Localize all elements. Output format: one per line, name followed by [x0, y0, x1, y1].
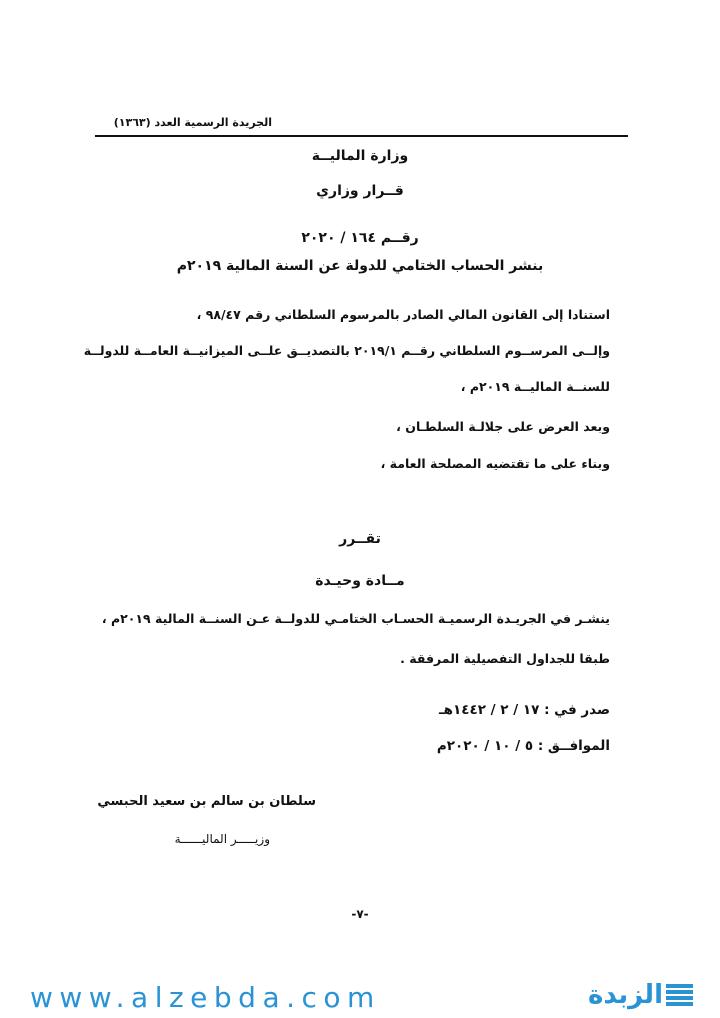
article-text-line: طبقا للجداول التفصيلية المرفقة .	[400, 651, 610, 666]
alzebda-logo	[588, 982, 693, 1008]
decision-number: رقــم ١٦٤ / ٢٠٢٠	[301, 230, 419, 246]
article-text-line: ينشـر في الجريـدة الرسميـة الحسـاب الختامـي للدولــة عـن السنــة المالية ٢٠١٩م ،	[101, 611, 610, 626]
preamble-line: للسنــة الماليــة ٢٠١٩م ،	[460, 379, 610, 394]
preamble-line: وبعد العرض على جلالـة السلطـان ،	[396, 419, 610, 434]
ministry-title: وزارة الماليــة	[311, 148, 409, 164]
logo-text: الزبدة	[588, 980, 663, 1010]
preamble-line: استنادا إلى القانون المالي الصادر بالمرسوم السلطاني رقم ٩٨/٤٧ ،	[196, 307, 610, 322]
decision-title: قــرار وزاري	[316, 183, 404, 199]
page-number: -٧-	[351, 907, 369, 921]
footer-url[interactable]: www.alzebda.com	[30, 981, 381, 1014]
header-rule	[95, 135, 628, 137]
issued-date: صدر في : ١٧ / ٢ / ١٤٤٢هـ	[439, 702, 610, 718]
decision-subject: بنشر الحساب الختامي للدولة عن السنة المالية ٢٠١٩م	[176, 258, 544, 274]
gazette-header: الجريدة الرسمية العدد (١٣٦٣)	[113, 116, 272, 129]
article-title: مــادة وحيـدة	[315, 573, 405, 589]
decides-heading: تقــرر	[339, 531, 381, 547]
logo-bars-icon	[666, 984, 693, 1006]
preamble-line: وإلــى المرســوم السلطاني رقــم ٢٠١٩/١ بالتصديــق علــى الميزانيــة العامــة للدولــة	[83, 343, 610, 358]
signatory-title: وزيـــــر الماليــــــة	[174, 832, 270, 846]
corresponding-date: الموافــق : ٥ / ١٠ / ٢٠٢٠م	[436, 738, 610, 754]
preamble-line: وبناء على ما تقتضيه المصلحة العامة ،	[380, 456, 610, 471]
signatory-name: سلطان بن سالم بن سعيد الحبسي	[97, 794, 316, 809]
